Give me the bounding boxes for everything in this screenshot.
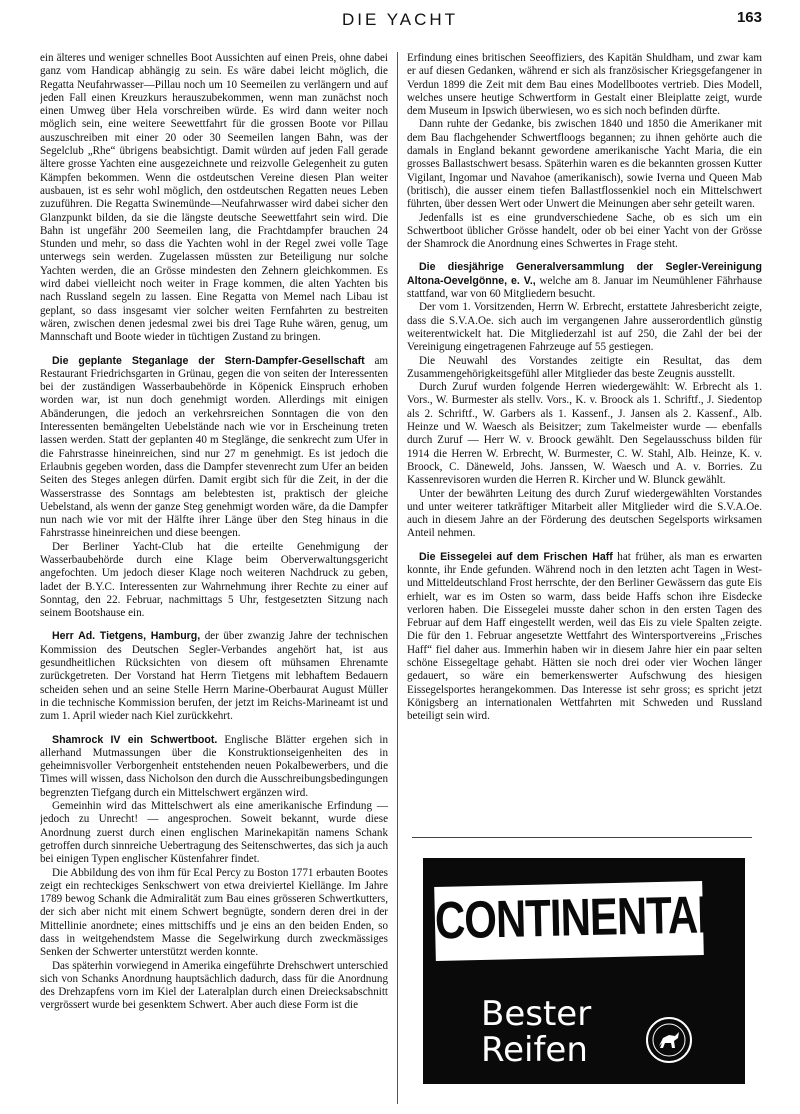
slogan-line: Reifen [481, 1030, 588, 1070]
page-number: 163 [736, 9, 762, 26]
article-text: der über zwanzig Jahre der technischen Kommission des Deutschen Segler-Verbandes angehört hat, ist aus gesundheitlichen Rücksichten von diesem oft mühsamen Ehrenamte zurückgetreten. Der Vorstand hat Herrn Tietgens mit lebhaftem Bedauern scheiden sehen und an seine Stelle Herrn Marine-Oberbaurat August Müller in die technische Kommission berufen, der jetzt im Reichs-Marineamt ist und zum 1. April wieder nach Kiel zurückkehrt. [40, 630, 388, 723]
article-text: hat früher, als man es erwarten konnte, ihr Ende gefunden. Während noch in den letzten acht Tagen in West- und Mitteldeutschland Frost herrschte, der den Berliner Gewässern das gute Eis erhielt, war es im Osten so warm, dass beide Haffs schon ihre Eisdecke verloren haben. Die Eissegelei musste daher schon in den ersten Tagen des Februar auf dem Haff eingestellt werden, weil das Eis zu viele Spalten zeigte. Die für den 1. Februar angesetzte Wettfahrt des Wintersportvereins „Frisches Haff“ fiel daher aus. Immerhin haben wir in diesem Jahre hier ein paar selten schöne Eissegeltage gehabt. Hätten sie noch drei oder vier Wochen länger gedauert, so wäre ein bemerkenswerter Aufschwung des hiesigen Eissegelsportes herangekommen. Das Interesse ist sehr gross; es spricht jetzt Königsberg an internationalen Wettfahrten mit Schweden und Russland beteiligt sein wird. [407, 550, 762, 723]
journal-title: DIE YACHT [341, 10, 459, 29]
paragraph: ein älteres und weniger schnelles Boot Aussichten auf einen Preis, ohne dabei ganz vom Handicap abhängig zu sein. Es wäre dabei leicht möglich, die Regatta Neufahrwasser—Pillau noch um 10 Seemeilen zu verlängern und auf jeden Fall einen Kreuzkurs herauszubekommen, wenn man zunächst noch einen Umweg über Hela vorschreiben würde. Es wird dann weiter noch möglich sein, eine weitere Seewettfahrt für die grossen Boote vor Pillau auszuschreiben mit einer 20 oder 30 Seemeilen langen Bahn, was der Segelclub „Rhe“ übrigens beabsichtigt. Damit würden auf jeden Fall gerade ältere grosse Yachten eine ausgezeichnete und reizvolle Gelegenheit zu guten Kämpfen bekommen. Wenn die ostdeutschen Vereine diesen Plan weiter ausbauen, ist es sehr wohl möglich, den ostdeutschen Regatten neues Leben zuzuführen. Die Regatta Swinemünde—Neufahrwasser wird dabei sicher den Glanzpunkt bilden, da sie die längste deutsche Seewettfahrt sein wird. Die Bahn ist ungefähr 200 Seemeilen lang, die Frachtdampfer brauchen 24 Stunden und mehr, so dass die Yachten wohl in der Regel zwei volle Tage unterwegs sein werden. Zugelassen müssten zur Beteiligung nur solche Yachten werden, die an Grösse mindesten den Zehnern gleichkommen. Es wird dabei vielleicht noch weiter in Frage kommen, die alten Yachten bis nach Russland segeln zu lassen. Eine Regatta von Memel nach Libau ist geplant, so dass insgesamt vier solcher weiten Fernfahrten zu bestreiten wären, zwischen denen jedesmal zwei bis drei Tage Ruhe wären, genug, um Mannschaft und Boote wieder in tüchtigen Zustand zu bringen. [40, 52, 388, 344]
continental-advertisement [423, 858, 745, 1084]
paragraph: Die Abbildung des von ihm für Ecal Percy zu Boston 1771 erbauten Bootes zeigt ein rechteckiges Senkschwert von etwa dreiviertel Kiellänge. Im Jahre 1789 bewog Schank die Admiralität zum Bau eines grösseren Schwertkutters, der sich aber nicht mit einem Schwert begnügte, sondern deren drei in der Mittellinie anordnete; eines mittschiffs und je eins an den beiden Enden, so dass in weitgehendstem Masse die Segelwirkung durch zweckmässiges Senken der Schwerter unterstützt werden konnte. [40, 866, 388, 959]
ad-slogan [481, 996, 641, 1068]
article-heading: Herr Ad. Tietgens, Hamburg, [52, 630, 201, 643]
article-text: welche am 8. Januar im Neumühlener Fährhause stattfand, war von 60 Mitgliedern besucht. [407, 274, 762, 301]
article-heading: Die geplante Steganlage der Stern-Dampfer-Gesellschaft [52, 354, 365, 367]
horse-emblem-icon [645, 1016, 693, 1064]
article-shamrock [40, 734, 388, 800]
slogan-line: Bester [481, 994, 592, 1034]
left-column [40, 52, 388, 1102]
running-header [0, 6, 800, 36]
article-heading: Die diesjährige Generalversammlung der Segler-Vereinigung Altona-Oevelgönne, e. V., [407, 261, 762, 287]
article-generalversammlung [407, 261, 762, 301]
paragraph: Jedenfalls ist es eine grundverschiedene Sache, ob es sich um ein Schwertboot üblicher Grösse handelt, oder ob bei einer Yacht von der Grösse der Shamrock die Anordnung eines Schwertes in Frage steht. [407, 211, 762, 251]
article-eissegelei [407, 551, 762, 724]
paragraph: Erfindung eines britischen Seeoffiziers, des Kapitän Shuldham, und zwar kam er auf diesen Gedanken, während er sich als französischer Kriegsgefangener in Verdun 1899 die Zeit mit dem Bau eines Modellbootes vertrieb. Dies Modell, welches unsere heutige Schwertform in Gestalt einer Bleiplatte zeigt, wurde dem Museum in Ipswich überwiesen, wo es sich noch befinden dürfte. [407, 52, 762, 118]
paragraph: Dann ruhte der Gedanke, bis zwischen 1840 und 1850 die Amerikaner mit dem Bau flachgehender Schwertfloogs begannen; zu ihnen gehörte auch die damals in England bekannt gewordene amerikanische Yacht Maria, die ein grosses Ballastschwert besass. Späterhin waren es die bekannten grossen Kutter Vigilant, Ingomar und Navahoe (amerikanisch), sowie Iverna und Queen Mab (britisch), die ausser einem tiefen Ballastflossenkiel noch ein Mittelschwert führten, über dessen Wert oder Unwert die Meinungen aber sehr geteilt waren. [407, 118, 762, 211]
article-heading: Shamrock IV ein Schwertboot. [52, 733, 218, 746]
right-column [407, 52, 762, 842]
paragraph: Der Berliner Yacht-Club hat die erteilte Genehmigung der Wasserbaubehörde durch eine Klage beim Oberverwaltungsgericht angefochten. Um jedoch dieser Klage noch weiteren Nachdruck zu geben, ladet der B.Y.C. Interessenten zur Wahrnehmung ihrer Rechte zu einer auf Sonntag, den 22. Februar, nachmittags 5 Uhr, festgesetzten Sitzung nach seinem Bootshause ein. [40, 540, 388, 620]
paragraph: Gemeinhin wird das Mittelschwert als eine amerikanische Erfindung — jedoch zu Unrecht! — angesprochen. Soweit bekannt, wurde diese Anordnung zuerst durch einen englischen Marinekapitän namens Schank getroffen durch sinnreiche Uebertragung des Seitenschwertes, das sich ja auch bei einigen Typen englischer Küstenfahrer findet. [40, 800, 388, 866]
brand-banner [434, 881, 723, 961]
paragraph: Durch Zuruf wurden folgende Herren wiedergewählt: W. Erbrecht als 1. Vors., W. Burmester als stellv. Vors., K. v. Broock als 1. Schriftf., J. Siedentop als 2. Schriftf., W. Garbers als 1. Kassenf., J. Jansen als 2. Kassenf., Alb. Heinze und W. Waesch als Beisitzer; zum Takelmeister wurde — ebenfalls durch Zuruf — Herr W. v. Broock gewählt. Den Segelausschuss bilden für 1914 die Herren W. Erbrecht, W. Burmester, C. W. Stahl, Alb. Heinze, K. v. Broock, C. Däneweld, Johs. Janssen, W. Waesch und A. v. Borries. Zu Kassenrevisoren wurden die Herren R. Kircher und W. Blunck gewählt. [407, 381, 762, 487]
article-steganlage [40, 355, 388, 541]
article-heading: Die Eissegelei auf dem Frischen Haff [419, 550, 613, 563]
ad-separator-rule [412, 837, 752, 838]
paragraph: Das späterhin vorwiegend in Amerika eingeführte Drehschwert unterschied sich von Schanks Anordnung hauptsächlich dadurch, dass für die Anordnung des Drehzapfens vorn im Kiel der Lateralplan durch einen Dreiecksabschnitt vergrössert wurde bei gesenktem Schwert. Aber auch diese Form ist die [40, 959, 388, 1012]
paragraph: Unter der bewährten Leitung des durch Zuruf wiedergewählten Vorstandes und unter weiterer tatkräftiger Mitarbeit aller Mitglieder wird die S.V.A.Oe. auch in diesem Jahre an der Förderung des deutschen Segelsports wirksamen Anteil nehmen. [407, 487, 762, 540]
paragraph: Der vom 1. Vorsitzenden, Herrn W. Erbrecht, erstattete Jahresbericht zeigte, dass die S.V.A.Oe. sich auch im vergangenen Jahre ausserordentlich günstig weiterentwickelt hat. Die Mitgliederzahl ist auf 250, die Zahl der bei der Vereinigung eingetragenen Fahrzeuge auf 55 gestiegen. [407, 301, 762, 354]
paragraph: Die Neuwahl des Vorstandes zeitigte ein Resultat, das dem Zusammengehörigkeitsgefühl aller Mitglieder das beste Zeugnis ausstellt. [407, 354, 762, 380]
article-tietgens [40, 630, 388, 723]
column-divider [397, 52, 398, 1104]
article-text: Englische Blätter ergehen sich in allerhand Mutmassungen über die Konstruktionseigenheiten des in geheimnisvoller Verborgenheit entstehenden neuen Pokalbewerbers, und die Times will wissen, dass Nicholson den durch die Ausschreibungsbedingungen begrenzten Tiefgang durch ein Mittelschwert ergänzen wird. [40, 733, 388, 799]
article-text: am Restaurant Friedrichsgarten in Grünau, gegen die von seiten der Interessenten bei der zuständigen Wasserbaubehörde in Köpenick Einspruch erhoben worden war, ist nun doch genehmigt worden. Allerdings mit einigen Abänderungen, die jedoch an verkehrsreichen Sonntagen die von den Interessenten bemängelten Uebelstände nach wie vor in Erscheinung treten lassen werden. Statt der geplanten 40 m Steglänge, die senkrecht zum Ufer in die Fahrstrasse hineinreichen, sind nur 27 m genehmigt. Es ist jedoch die Erlaubnis gegeben worden, dass die Dampfer stevenrecht zum Ufer an beiden Seiten des Steges anlegen dürfen. Damit ergibt sich für die Zeit, in der die Wasserstrasse des Sonntags am belebtesten ist, praktisch der gleiche Uebelstand, als wenn der ganze Steg genehmigt worden wäre, da die Dampfer nun nach wie vor mit der Hälfte ihrer Länge über den Steg hinaus in die Fahrstrasse hineinreichen und diese beengen. [40, 354, 388, 540]
brand-name: CONTINENTAL [434, 884, 723, 950]
